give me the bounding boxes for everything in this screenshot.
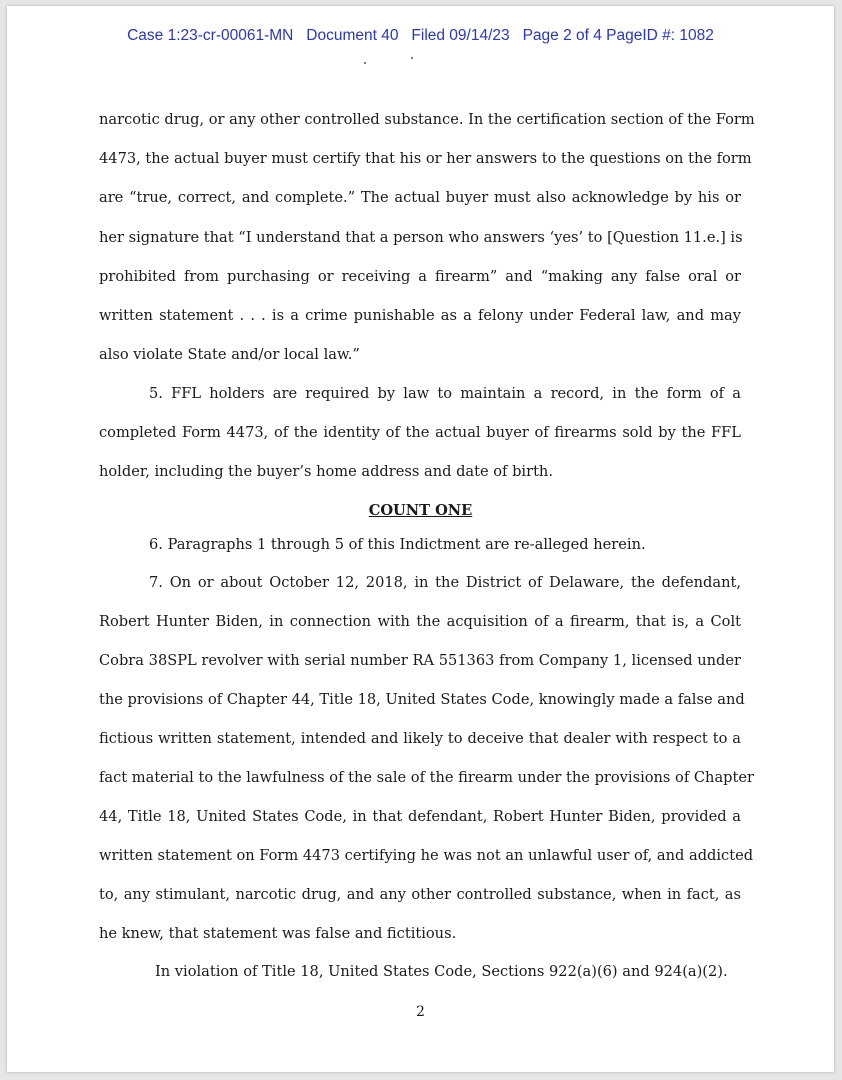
document-page xyxy=(7,6,834,1072)
paragraph-5-first-line: 5. FFL holders are required by law to maintain a record, in the form of a xyxy=(149,385,741,402)
body-line: also violate State and/or local law.” xyxy=(99,346,360,363)
body-line: holder, including the buyer’s home address and date of birth. xyxy=(99,463,553,480)
body-line: written statement . . . is a crime punishable as a felony under Federal law, and may xyxy=(99,307,741,324)
body-line: her signature that “I understand that a person who answers ‘yes’ to [Question 11.e.] is xyxy=(99,229,743,246)
body-line: fact material to the lawfulness of the sale of the firearm under the provisions of Chapter xyxy=(99,769,754,786)
body-line: completed Form 4473, of the identity of the actual buyer of firearms sold by the FFL xyxy=(99,424,741,441)
paragraph-6: 6. Paragraphs 1 through 5 of this Indictment are re-alleged herein. xyxy=(149,536,646,553)
document-number: Document 40 xyxy=(306,27,399,44)
body-line: Cobra 38SPL revolver with serial number RA 551363 from Company 1, licensed under xyxy=(99,652,741,669)
violation-statement: In violation of Title 18, United States Code, Sections 922(a)(6) and 924(a)(2). xyxy=(155,963,728,980)
count-one-heading: COUNT ONE xyxy=(368,502,473,519)
body-line: are “true, correct, and complete.” The actual buyer must also acknowledge by his or xyxy=(99,189,741,206)
body-line: fictious written statement, intended and likely to deceive that dealer with respect to a xyxy=(99,730,741,747)
page-id: Page 2 of 4 PageID #: 1082 xyxy=(522,27,714,44)
scan-speck xyxy=(411,57,413,59)
body-line: 4473, the actual buyer must certify that his or her answers to the questions on the form xyxy=(99,150,752,167)
body-line: prohibited from purchasing or receiving a firearm” and “making any false oral or xyxy=(99,268,741,285)
page-number: 2 xyxy=(416,1004,425,1020)
body-line: Robert Hunter Biden, in connection with the acquisition of a firearm, that is, a Colt xyxy=(99,613,741,630)
body-line: narcotic drug, or any other controlled substance. In the certification section of the Form xyxy=(99,111,755,128)
scan-speck xyxy=(364,62,366,64)
filed-date: Filed 09/14/23 xyxy=(411,27,510,44)
body-line: written statement on Form 4473 certifying he was not an unlawful user of, and addicted xyxy=(99,847,754,864)
case-number: Case 1:23-cr-00061-MN xyxy=(127,27,294,44)
ecf-header xyxy=(7,27,834,45)
body-line: he knew, that statement was false and fictitious. xyxy=(99,925,457,942)
paragraph-7-first-line: 7. On or about October 12, 2018, in the District of Delaware, the defendant, xyxy=(149,574,741,591)
body-line: to, any stimulant, narcotic drug, and any other controlled substance, when in fact, as xyxy=(99,886,741,903)
body-line: the provisions of Chapter 44, Title 18, United States Code, knowingly made a false and xyxy=(99,691,745,708)
body-line: 44, Title 18, United States Code, in that defendant, Robert Hunter Biden, provided a xyxy=(99,808,741,825)
